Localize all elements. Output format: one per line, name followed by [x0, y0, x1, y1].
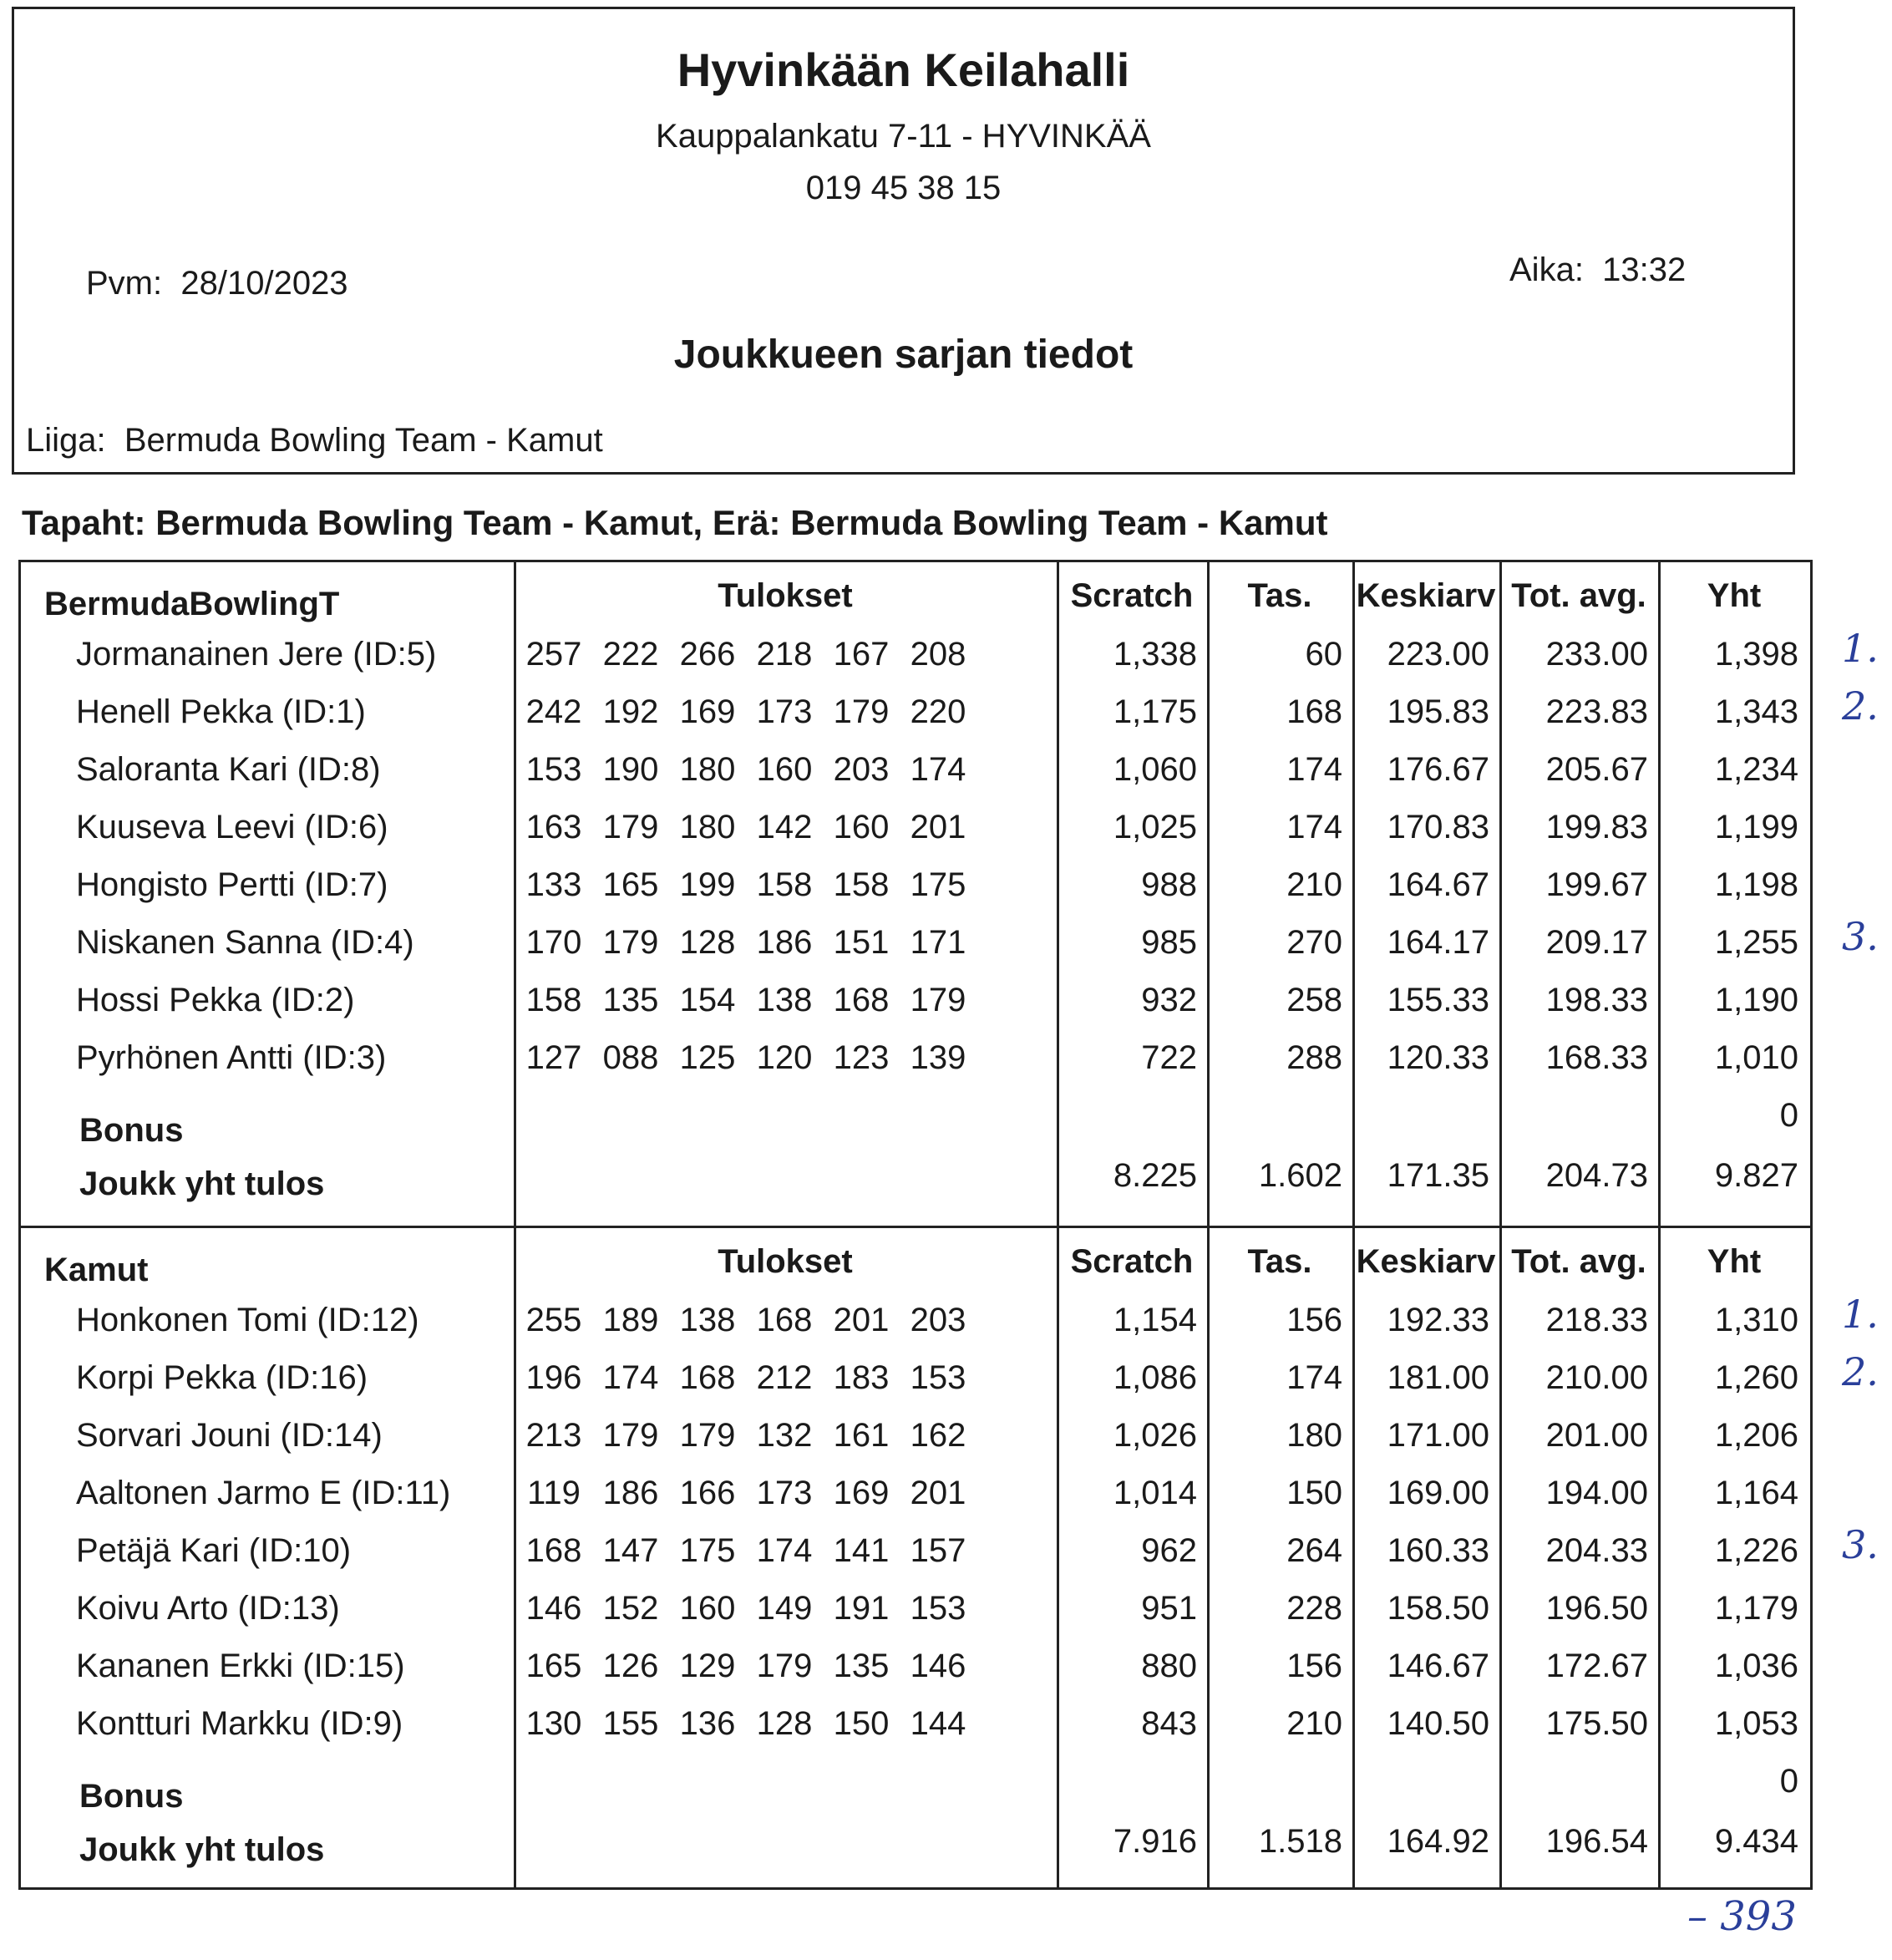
game-score: 120 — [756, 1039, 813, 1076]
game-score: 141 — [833, 1532, 890, 1569]
handwritten-rank: 2. — [1842, 1349, 1879, 1394]
team-average: 164.92 — [1387, 1823, 1489, 1860]
report-title: Joukkueen sarjan tiedot — [673, 333, 1134, 377]
game-score: 166 — [679, 1475, 736, 1511]
game-score: 132 — [756, 1417, 813, 1454]
game-score: 183 — [833, 1359, 890, 1396]
game-score: 203 — [833, 751, 890, 788]
venue-phone: 019 45 38 15 — [805, 170, 1002, 206]
game-score: 180 — [679, 809, 736, 845]
header-total-avg: Tot. avg. — [1511, 1243, 1646, 1280]
time-value: 13:32 — [1602, 251, 1687, 288]
handicap-value: 210 — [1286, 1705, 1342, 1742]
average-value: 120.33 — [1387, 1039, 1489, 1076]
handicap-value: 150 — [1286, 1475, 1342, 1511]
handwritten-rank: 3. — [1842, 1522, 1879, 1567]
average-value: 158.50 — [1387, 1590, 1489, 1627]
scratch-value: 951 — [1141, 1590, 1197, 1627]
game-score: 128 — [679, 924, 736, 961]
game-score: 153 — [525, 751, 582, 788]
average-value: 170.83 — [1387, 809, 1489, 845]
game-score: 146 — [910, 1648, 966, 1684]
player-name: Petäjä Kari (ID:10) — [76, 1532, 352, 1569]
total-value: 1,199 — [1714, 809, 1798, 845]
handwritten-rank: 2. — [1842, 683, 1879, 729]
scratch-value: 880 — [1141, 1648, 1197, 1684]
bonus-label: Bonus — [79, 1778, 184, 1815]
scratch-value: 932 — [1141, 982, 1197, 1018]
game-score: 199 — [679, 866, 736, 903]
game-score: 144 — [910, 1705, 966, 1742]
game-score: 135 — [602, 982, 659, 1018]
average-value: 195.83 — [1387, 693, 1489, 730]
scratch-value: 1,175 — [1113, 693, 1197, 730]
team-total-avg: 204.73 — [1545, 1157, 1648, 1194]
handicap-value: 156 — [1286, 1302, 1342, 1338]
header-total: Yht — [1707, 577, 1762, 614]
team-handicap-total: 1.518 — [1258, 1823, 1342, 1860]
game-score: 158 — [833, 866, 890, 903]
total-value: 1,036 — [1714, 1648, 1798, 1684]
header-total-avg: Tot. avg. — [1511, 577, 1646, 614]
player-name: Hossi Pekka (ID:2) — [76, 982, 355, 1018]
handicap-value: 174 — [1286, 751, 1342, 788]
game-score: 179 — [756, 1648, 813, 1684]
game-score: 119 — [527, 1475, 581, 1511]
game-score: 191 — [833, 1590, 890, 1627]
handicap-value: 168 — [1286, 693, 1342, 730]
scratch-value: 1,026 — [1113, 1417, 1197, 1454]
total-avg-value: 199.67 — [1545, 866, 1648, 903]
game-score: 160 — [833, 809, 890, 845]
team-grand-total: 9.434 — [1714, 1823, 1798, 1860]
game-score: 190 — [602, 751, 659, 788]
game-score: 150 — [833, 1705, 890, 1742]
scratch-value: 1,338 — [1113, 636, 1197, 673]
game-score: 135 — [833, 1648, 890, 1684]
game-score: 152 — [602, 1590, 659, 1627]
game-score: 155 — [602, 1705, 659, 1742]
total-value: 1,179 — [1714, 1590, 1798, 1627]
game-score: 171 — [910, 924, 966, 961]
game-score: 173 — [756, 693, 813, 730]
game-score: 179 — [602, 1417, 659, 1454]
game-score: 157 — [910, 1532, 966, 1569]
game-score: 133 — [525, 866, 582, 903]
handicap-value: 270 — [1286, 924, 1342, 961]
game-score: 125 — [679, 1039, 736, 1076]
player-name: Kuuseva Leevi (ID:6) — [76, 809, 388, 845]
game-score: 201 — [833, 1302, 890, 1338]
header-results: Tulokset — [718, 577, 853, 614]
scratch-value: 1,060 — [1113, 751, 1197, 788]
total-avg-value: 218.33 — [1545, 1302, 1648, 1338]
total-avg-value: 209.17 — [1545, 924, 1648, 961]
total-avg-value: 233.00 — [1545, 636, 1648, 673]
game-score: 168 — [679, 1359, 736, 1396]
game-score: 160 — [679, 1590, 736, 1627]
game-score: 123 — [833, 1039, 890, 1076]
team-table-kamut — [18, 1228, 1879, 1890]
scratch-value: 1,086 — [1113, 1359, 1197, 1396]
game-score: 158 — [756, 866, 813, 903]
team-name: Kamut — [44, 1252, 149, 1288]
game-score: 165 — [525, 1648, 582, 1684]
average-value: 146.67 — [1387, 1648, 1489, 1684]
average-value: 223.00 — [1387, 636, 1489, 673]
game-score: 212 — [756, 1359, 813, 1396]
total-value: 1,234 — [1714, 751, 1798, 788]
venue-name: Hyvinkään Keilahalli — [677, 43, 1130, 96]
game-score: 208 — [910, 636, 966, 673]
total-value: 1,010 — [1714, 1039, 1798, 1076]
game-score: 088 — [602, 1039, 659, 1076]
player-name: Saloranta Kari (ID:8) — [76, 751, 381, 788]
average-value: 140.50 — [1387, 1705, 1489, 1742]
scratch-value: 962 — [1141, 1532, 1197, 1569]
team-scratch-total: 8.225 — [1113, 1157, 1197, 1194]
average-value: 176.67 — [1387, 751, 1489, 788]
game-score: 173 — [756, 1475, 813, 1511]
game-score: 179 — [679, 1417, 736, 1454]
bonus-label: Bonus — [79, 1112, 184, 1149]
game-score: 179 — [602, 924, 659, 961]
game-score: 153 — [910, 1359, 966, 1396]
player-name: Henell Pekka (ID:1) — [76, 693, 366, 730]
average-value: 160.33 — [1387, 1532, 1489, 1569]
scratch-value: 1,025 — [1113, 809, 1197, 845]
handicap-value: 174 — [1286, 809, 1342, 845]
handicap-value: 60 — [1305, 636, 1342, 673]
handwritten-difference: – 393 — [1687, 1893, 1797, 1940]
game-score: 149 — [756, 1590, 813, 1627]
game-score: 174 — [910, 751, 966, 788]
total-avg-value: 194.00 — [1545, 1475, 1648, 1511]
game-score: 220 — [910, 693, 966, 730]
average-value: 164.17 — [1387, 924, 1489, 961]
total-value: 1,198 — [1714, 866, 1798, 903]
average-value: 192.33 — [1387, 1302, 1489, 1338]
game-score: 179 — [910, 982, 966, 1018]
total-avg-value: 199.83 — [1545, 809, 1648, 845]
game-score: 167 — [833, 636, 890, 673]
game-score: 218 — [756, 636, 813, 673]
game-score: 168 — [833, 982, 890, 1018]
handicap-value: 174 — [1286, 1359, 1342, 1396]
scratch-value: 843 — [1141, 1705, 1197, 1742]
game-score: 201 — [910, 1475, 966, 1511]
game-score: 147 — [602, 1532, 659, 1569]
game-score: 160 — [756, 751, 813, 788]
scratch-value: 1,014 — [1113, 1475, 1197, 1511]
total-value: 1,398 — [1714, 636, 1798, 673]
header-average: Keskiarv — [1356, 577, 1496, 614]
game-score: 136 — [679, 1705, 736, 1742]
player-name: Kontturi Markku (ID:9) — [76, 1705, 403, 1742]
total-avg-value: 168.33 — [1545, 1039, 1648, 1076]
game-score: 163 — [525, 809, 582, 845]
total-avg-value: 204.33 — [1545, 1532, 1648, 1569]
header-average: Keskiarv — [1356, 1243, 1496, 1280]
time-line — [1509, 251, 1686, 289]
team-total-avg: 196.54 — [1545, 1823, 1648, 1860]
game-score: 126 — [602, 1648, 659, 1684]
total-avg-value: 205.67 — [1545, 751, 1648, 788]
handwritten-rank: 3. — [1842, 914, 1879, 959]
game-score: 266 — [679, 636, 736, 673]
game-score: 179 — [602, 809, 659, 845]
handicap-value: 258 — [1286, 982, 1342, 1018]
scratch-value: 1,154 — [1113, 1302, 1197, 1338]
total-avg-value: 210.00 — [1545, 1359, 1648, 1396]
player-name: Korpi Pekka (ID:16) — [76, 1359, 368, 1396]
total-avg-value: 175.50 — [1545, 1705, 1648, 1742]
game-score: 127 — [525, 1039, 582, 1076]
venue-address: Kauppalankatu 7-11 - HYVINKÄÄ — [656, 118, 1151, 155]
handwritten-rank: 1. — [1842, 626, 1879, 671]
date-label: Pvm: — [86, 265, 163, 302]
game-score: 169 — [833, 1475, 890, 1511]
game-score: 179 — [833, 693, 890, 730]
game-score: 130 — [525, 1705, 582, 1742]
player-name: Hongisto Pertti (ID:7) — [76, 866, 388, 903]
player-name: Koivu Arto (ID:13) — [76, 1590, 340, 1627]
report-header — [12, 7, 1795, 475]
header-results: Tulokset — [718, 1243, 853, 1280]
team-total-label: Joukk yht tulos — [79, 1831, 325, 1868]
game-score: 142 — [756, 809, 813, 845]
total-avg-value: 196.50 — [1545, 1590, 1648, 1627]
total-value: 1,226 — [1714, 1532, 1798, 1569]
total-value: 1,053 — [1714, 1705, 1798, 1742]
total-value: 1,260 — [1714, 1359, 1798, 1396]
total-avg-value: 201.00 — [1545, 1417, 1648, 1454]
game-score: 174 — [756, 1532, 813, 1569]
player-name: Pyrhönen Antti (ID:3) — [76, 1039, 387, 1076]
average-value: 181.00 — [1387, 1359, 1489, 1396]
game-score: 128 — [756, 1705, 813, 1742]
team-total-label: Joukk yht tulos — [79, 1165, 325, 1202]
handicap-value: 210 — [1286, 866, 1342, 903]
column-divider — [514, 562, 516, 1226]
player-name: Kananen Erkki (ID:15) — [76, 1648, 405, 1684]
game-score: 189 — [602, 1302, 659, 1338]
player-name: Aaltonen Jarmo E (ID:11) — [76, 1475, 451, 1511]
total-value: 1,190 — [1714, 982, 1798, 1018]
total-value: 1,255 — [1714, 924, 1798, 961]
scratch-value: 988 — [1141, 866, 1197, 903]
total-value: 1,206 — [1714, 1417, 1798, 1454]
player-name: Sorvari Jouni (ID:14) — [76, 1417, 383, 1454]
handicap-value: 156 — [1286, 1648, 1342, 1684]
header-handicap: Tas. — [1247, 1243, 1312, 1280]
game-score: 192 — [602, 693, 659, 730]
game-score: 170 — [525, 924, 582, 961]
game-score: 174 — [602, 1359, 659, 1396]
date-value: 28/10/2023 — [180, 265, 348, 302]
game-score: 169 — [679, 693, 736, 730]
average-value: 171.00 — [1387, 1417, 1489, 1454]
handicap-value: 180 — [1286, 1417, 1342, 1454]
average-value: 164.67 — [1387, 866, 1489, 903]
header-total: Yht — [1707, 1243, 1762, 1280]
team-grand-total: 9.827 — [1714, 1157, 1798, 1194]
header-handicap: Tas. — [1247, 577, 1312, 614]
game-score: 257 — [525, 636, 582, 673]
game-score: 196 — [525, 1359, 582, 1396]
game-score: 154 — [679, 982, 736, 1018]
game-score: 203 — [910, 1302, 966, 1338]
game-score: 129 — [679, 1648, 736, 1684]
game-score: 162 — [910, 1417, 966, 1454]
team-handicap-total: 1.602 — [1258, 1157, 1342, 1194]
player-name: Honkonen Tomi (ID:12) — [76, 1302, 419, 1338]
game-score: 146 — [525, 1590, 582, 1627]
total-avg-value: 223.83 — [1545, 693, 1648, 730]
game-score: 213 — [525, 1417, 582, 1454]
average-value: 169.00 — [1387, 1475, 1489, 1511]
total-avg-value: 198.33 — [1545, 982, 1648, 1018]
total-value: 1,164 — [1714, 1475, 1798, 1511]
team-average: 171.35 — [1387, 1157, 1489, 1194]
header-scratch: Scratch — [1070, 1243, 1194, 1280]
game-score: 242 — [525, 693, 582, 730]
game-score: 168 — [525, 1532, 582, 1569]
total-avg-value: 172.67 — [1545, 1648, 1648, 1684]
game-score: 138 — [679, 1302, 736, 1338]
event-line: Tapaht: Bermuda Bowling Team - Kamut, Erä: Bermuda Bowling Team - Kamut — [22, 503, 1328, 542]
team-name: BermudaBowlingT — [44, 586, 340, 622]
league-value: Bermuda Bowling Team - Kamut — [124, 422, 603, 459]
player-name: Jormanainen Jere (ID:5) — [76, 636, 437, 673]
total-value: 1,310 — [1714, 1302, 1798, 1338]
time-label: Aika: — [1509, 251, 1584, 288]
scratch-value: 722 — [1141, 1039, 1197, 1076]
game-score: 165 — [602, 866, 659, 903]
game-score: 180 — [679, 751, 736, 788]
game-score: 255 — [525, 1302, 582, 1338]
game-score: 153 — [910, 1590, 966, 1627]
game-score: 168 — [756, 1302, 813, 1338]
game-score: 139 — [910, 1039, 966, 1076]
bonus-total: 0 — [1779, 1097, 1798, 1134]
game-score: 201 — [910, 809, 966, 845]
handwritten-rank: 1. — [1842, 1292, 1879, 1337]
game-score: 175 — [910, 866, 966, 903]
average-value: 155.33 — [1387, 982, 1489, 1018]
game-score: 138 — [756, 982, 813, 1018]
game-score: 222 — [602, 636, 659, 673]
header-scratch: Scratch — [1070, 577, 1194, 614]
game-score: 161 — [833, 1417, 890, 1454]
date-line — [86, 265, 348, 302]
game-score: 186 — [756, 924, 813, 961]
game-score: 158 — [525, 982, 582, 1018]
game-score: 186 — [602, 1475, 659, 1511]
team-scratch-total: 7.916 — [1113, 1823, 1197, 1860]
league-line — [26, 422, 603, 460]
player-name: Niskanen Sanna (ID:4) — [76, 924, 414, 961]
game-score: 151 — [833, 924, 890, 961]
league-label: Liiga: — [26, 422, 106, 459]
column-divider — [514, 1228, 516, 1887]
total-value: 1,343 — [1714, 693, 1798, 730]
team-table-bermuda — [18, 560, 1879, 1228]
game-score: 175 — [679, 1532, 736, 1569]
handicap-value: 264 — [1286, 1532, 1342, 1569]
handicap-value: 228 — [1286, 1590, 1342, 1627]
scratch-value: 985 — [1141, 924, 1197, 961]
bonus-total: 0 — [1779, 1763, 1798, 1800]
handicap-value: 288 — [1286, 1039, 1342, 1076]
